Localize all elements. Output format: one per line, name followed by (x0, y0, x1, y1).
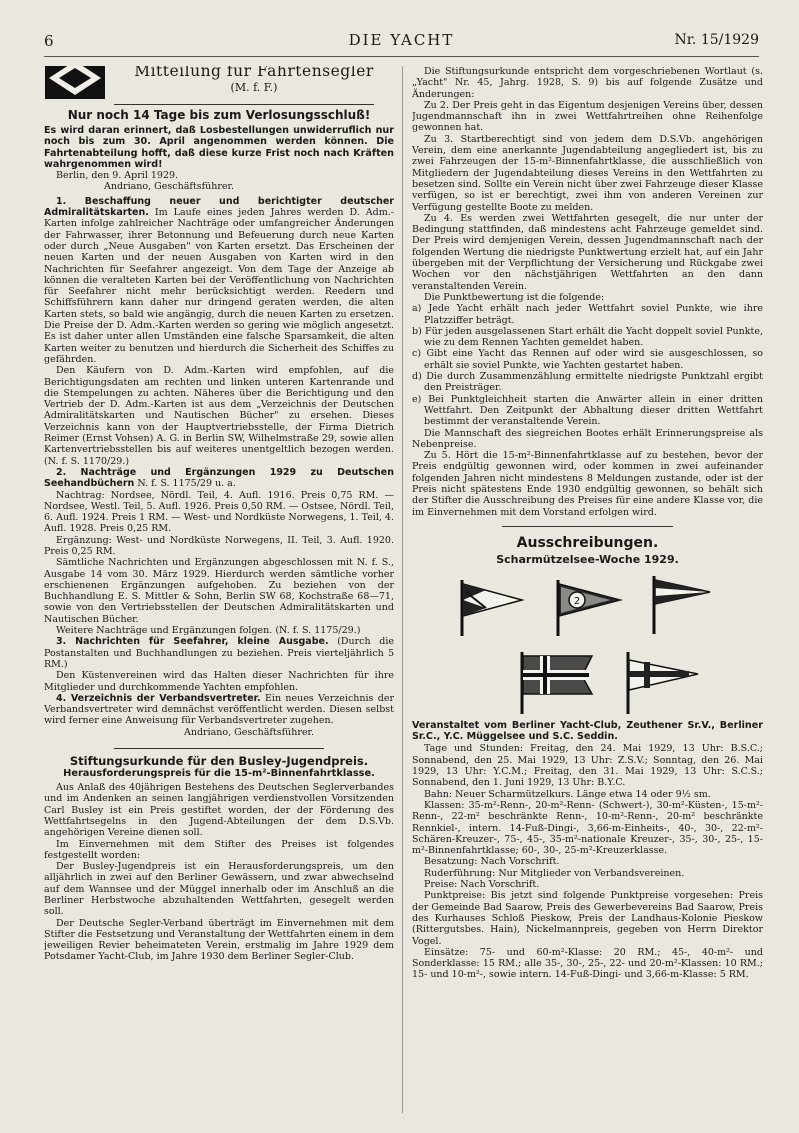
cross-flag-right-icon (622, 650, 702, 716)
signer: Andriano, Geschäftsführer. (104, 181, 235, 193)
list-item-b: b) Für jeden ausgelassenen Start erhält die Yacht doppelt soviel Punkte, wie zu dem Rennen Yachten gemeldet haben. (412, 325, 763, 349)
divider (114, 104, 374, 105)
list-item-c: c) Gibt eine Yacht das Rennen auf oder wird sie ausgeschlossen, so erhält sie soviel Punkte, wie Yachten gestartet haben. (412, 348, 763, 371)
punktpreise: Punktpreise: Bis jetzt sind folgende Punktpreise vorgesehen: Preis der Gemeinde Bad Saarow, Preis des Gewerbevereins Bad Saarow, Preis des Kurhauses Schloß Pieskow, Preis der Landhaus-Kolonie Pieskow (Rittergutsbes. Hain), Nickelmannpreis, gegeben von Herrn Direktor Vogel. (412, 890, 763, 947)
section-3-paragraph (44, 636, 394, 670)
section-2-head: 2. Nachträge und Ergänzungen 1929 zu Deutschen Seehandbüchern (44, 466, 394, 490)
section-1-paragraph-2: Den Käufern von D. Adm.-Karten wird empfohlen, auf die Berichtigungsdaten am rechten und linken unteren Kartenrande und die Stempelungen zu achten. Näheres über die Berichtigung und den Vertrieb der D. Adm.-Karten ist aus dem „Verzeichnis der Deutschen Admiralitätskarten und Nautischen Bücher" zu ersehen. Dieses Verzeichnis kann von der Hauptvertriebsstelle, der Firma Dietrich Reimer (Ernst Vohsen) A. G. in Berlin SW, Wilhelmstraße 29, sowie allen Kartenvertriebsstellen bis auf weiteres unentgeltlich bezogen werden. (N. f. S. 1170/29.) (44, 365, 394, 467)
masthead-subtitle: (M. f. F.) (230, 81, 278, 94)
page-number: 6 (44, 32, 54, 50)
stiftung-p2: Im Einvernehmen mit dem Stifter des Preises ist folgendes festgestellt worden: (44, 838, 394, 861)
veranstalter: Veranstaltet vom Berliner Yacht-Club, Zeuthener Sr.V., Berliner Sr.C., Y.C. Müggelsee und S.C. Seddin. (412, 719, 763, 743)
pennant-circle-flag-icon (552, 578, 624, 638)
einsaetze: Einsätze: 75- und 60-m²-Klasse: 20 RM.; 45-, 40-m²- und Sonderklasse: 15 RM.; alle 35-, 30-, 25-, 22- und 20-m²-Klassen: 10 RM.; 15- und 10-m²-, sowie intern. 14-Fuß-Dingi- und 3,66-m-Klasse: 5 RM. (412, 946, 763, 981)
list-item-d: d) Die durch Zusammenzählung ermittelte niedrigste Punktzahl ergibt den Preisträger. (412, 371, 763, 394)
stiftung-p3: Der Busley-Jugendpreis ist ein Herausforderungspreis, um den alljährlich in zwei auf den Berliner Gewässern, und zwar abwechselnd auf dem Wannsee und der Müggel innerhalb oder im Anschluß an die Berliner Herbstwoche abzuhaltenden Wettfahrten, gesegelt werden soll. (44, 861, 394, 918)
besatzung: Besatzung: Nach Vorschrift. (424, 856, 560, 868)
section-2-ref: N. f. S. 1175/29 u. a. (137, 478, 236, 490)
diamond-flag-icon (44, 66, 106, 100)
section-2-p3: Sämtliche Nachrichten und Ergänzungen abgeschlossen mit N. f. S., Ausgabe 14 vom 30. März 1929. Hierdurch werden sämtliche vorher erschienenen Ergänzungen aufgehoben. Zu beziehen von der Buchhandlung E. S. Mittler & Sohn, Berlin SW 68, Kochstraße 68—71, sowie von den Vertriebsstellen der Deutschen Admiralitätskarten und Nautischen Bücher. (44, 557, 394, 625)
headline-verlosung: Nur noch 14 Tage bis zum Verlosungsschluß! (67, 108, 371, 122)
scharmuetzelsee-title: Scharmützelsee-Woche 1929. (496, 552, 679, 566)
stiftung-title: Stiftungsurkunde für den Busley-Jugendpreis. (69, 754, 369, 769)
section-3-head: 3. Nachrichten für Seefahrer, kleine Ausgabe. (56, 636, 329, 648)
section-2-p4: Weitere Nachträge und Ergänzungen folgen. (N. f. S. 1175/29.) (56, 625, 361, 637)
magazine-title: DIE YACHT (348, 31, 455, 49)
section-4-paragraph (44, 693, 394, 727)
right-p1: Die Stiftungsurkunde entspricht dem vorgeschriebenen Wortlaut (s. „Yacht" Nr. 45, Jahrg. 1928, S. 9) bis auf folgende Zusätze und Änderungen: (412, 66, 763, 100)
right-p2: Zu 2. Der Preis geht in das Eigentum desjenigen Vereins über, dessen Jugendmannschaft ihn in zwei Wettfahrtreihen ohne Reihenfolge gewonnen hat. (412, 99, 763, 134)
column-rule (402, 66, 403, 1113)
list-item-e: e) Bei Punktgleichheit starten die Anwärter allein in einer dritten Wettfahrt. Den Zeitpunkt der Abhaltung dieser dritten Wettfahrt bestimmt der veranstaltende Verein. (412, 393, 763, 428)
right-p6: Die Mannschaft des siegreichen Bootes erhält Erinnerungspreise als Nebenpreise. (412, 427, 763, 450)
stiftung-p4: Der Deutsche Segler-Verband überträgt im Einvernehmen mit dem Stifter die Festsetzung und Veranstaltung der Wettfahrten einem in dem jeweiligen Revier beheimateten Verein, erstmalig im Jahre 1929 dem Potsdamer Yacht-Club, im Jahre 1930 dem Berliner Segler-Club. (44, 917, 394, 963)
date-line: Berlin, den 9. April 1929. (56, 170, 179, 182)
ruderfuehrung: Ruderführung: Nur Mitglieder von Verbandsvereinen. (424, 867, 685, 879)
cross-flag-left-icon (516, 650, 596, 716)
section-3-p2: Den Küstenvereinen wird das Halten dieser Nachrichten für ihre Mitglieder und durchkommende Yachten empfohlen. (44, 670, 394, 693)
section-1-paragraph (44, 196, 394, 365)
flag-numeral: 2 (573, 595, 581, 607)
right-p4: Zu 4. Es werden zwei Wettfahrten gesegelt, die nur unter der Bedingung stattfinden, daß mindestens acht Fahrzeuge gemeldet sind. Der Preis wird demjenigen Verein, dessen Jugendmannschaft nach der folgenden Wertung die niedrigste Punktwertung erzielt hat, auf ein Jahr übergeben mit der Verpflichtung der Versicherung und Rückgabe zwei Wochen vor den nächstjährigen Wettfahrten an den dann veranstaltenden Verein. (412, 212, 763, 292)
bahn: Bahn: Neuer Scharmützelkurs. Länge etwa 14 oder 9½ sm. (424, 788, 711, 800)
stiftung-p1: Aus Anlaß des 40jährigen Bestehens des Deutschen Seglerverbandes und im Andenken an seinen langjährigen verdienstvollen Vorsitzenden Carl Busley ist ein Preis gestiftet worden, der der Förderung des Wettfahrtsegelns in den Jugend-Abteilungen der dem D.S.Vb. angehörigen Vereine dienen soll. (44, 782, 394, 839)
pennant-z-flag-icon (456, 578, 526, 638)
right-p7: Zu 5. Hört die 15-m²-Binnenfahrtklasse auf zu bestehen, bevor der Preis endgültig gewonnen wird, oder kommen in zwei aufeinander folgenden Jahren nicht mindestens 8 Meldungen zustande, oder ist der Preis nicht spätestens Ende 1930 endgültig gewonnen, so behält sich der Stifter die Ausschreibung des Preises für eine andere Klasse vor, die im Einvernehmen mit dem Vorstand erfolgen wird. (412, 450, 763, 518)
tage-und-stunden: Tage und Stunden: Freitag, den 24. Mai 1929, 13 Uhr: B.S.C.; Sonnabend, den 25. Mai 1929, 13 Uhr: Z.S.V.; Sonntag, den 26. Mai 1929, 13 Uhr: Y.C.M.; Freitag, den 31. Mai 1929, 13 Uhr: S.C.S.; Sonnabend, den 1. Juni 1929, 13 Uhr: B.Y.C. (412, 743, 763, 789)
section-1-body: Im Laufe eines jeden Jahres werden D. Adm.-Karten infolge zahlreicher Nachträge oder umfangreicher Änderungen der Fahrwasser, ihrer Betonnung und Befeuerung durch neue Karten oder durch „Neue Ausgaben" von Karten ersetzt. Das Erscheinen der neuen Karten und der neuen Ausgaben von Karten wird in den Nachrichten für Seefahrer angezeigt. Von dem Tage der Anzeige ab können die veralteten Karten bei der Veröffentlichung von Nachrichten für Seefahrer nicht mehr berücksichtigt werden. Reedern und Schiffsführern kann daher nur dringend geraten werden, die alten Karten stets, so bald wie angängig, durch die neuen Karten zu ersetzen. Die Preise der D. Adm.-Karten werden so gering wie möglich angesetzt. Es ist daher unter allen Umständen eine falsche Sparsamkeit, die alten Karten weiter zu benutzen und hierdurch die Sicherheit des Schiffes zu gefährden. (44, 207, 394, 365)
list-item-a: a) Jede Yacht erhält nach jeder Wettfahrt soviel Punkte, wie ihre Platzziffer beträgt. (412, 303, 763, 326)
preise: Preise: Nach Vorschrift. (424, 879, 540, 891)
section-3-body: (Durch die Postanstalten und Buchhandlungen zu beziehen. Preis vierteljährlich 5 RM.) (44, 636, 394, 670)
mff-masthead (44, 66, 394, 100)
club-flags (412, 570, 763, 720)
right-p5: Die Punktbewertung ist die folgende: (424, 291, 605, 303)
klassen: Klassen: 35-m²-Renn-, 20-m²-Renn- (Schwert-), 30-m²-Küsten-, 15-m²-Renn-, 22-m² beschränkte Renn-, 10-m²-Renn-, 20-m² beschränkte Rennkiel-, intern. 14-Fuß-Dingi-, 3,66-m-Einheits-, 40-, 30-, 22-m²-Schären-Kreuzer-, 75-, 45-, 35-m²-nationale Kreuzer-, 35-, 30-, 25-, 15-m²-Binnenfahrtklasse; 60-, 30-, 25-m²-Kreuzerklasse. (412, 799, 763, 857)
divider-3 (502, 526, 673, 527)
burgee-flag-icon (648, 574, 714, 636)
right-column (412, 66, 763, 1113)
section-4-head: 4. Verzeichnis der Verbandsvertreter. (56, 692, 261, 704)
section-2-ergaenzung: Ergänzung: West- und Nordküste Norwegens, II. Teil, 3. Aufl. 1920. Preis 0,25 RM. (44, 534, 394, 557)
stiftung-subtitle: Herausforderungspreis für die 15-m²-Binnenfahrtklasse. (63, 768, 375, 780)
masthead-title: Mitteilung für Fahrtensegler (134, 66, 374, 80)
right-p3: Zu 3. Startberechtigt sind von jedem dem D.S.Vb. angehörigen Verein, dem eine anerkannte Jugendabteilung angegliedert ist, bis zu zwei Fahrzeugen der 15-m²-Binnenfahrtklasse, die ausschließlich von Mitgliedern der Jugendabteilung dieses Vereins in den Wettfahrten zu besetzen sind. Sollte ein Verein nicht über zwei Fahrzeuge dieser Klasse verfügen, so ist er berechtigt, zwei ihm von anderen Vereinen zur Verfügung gestellte Boote zu melden. (412, 133, 763, 213)
ausschreibungen-title: Ausschreibungen. (516, 534, 659, 551)
divider-2 (114, 748, 324, 749)
section-2-nachtrag: Nachtrag: Nordsee, Nördl. Teil, 4. Aufl. 1916. Preis 0,75 RM. — Nordsee, Westl. Teil, 5. Aufl. 1926. Preis 0,50 RM. — Ostsee, Nördl. Teil, 6. Aufl. 1924. Preis 1 RM. — West- und Nordküste Norwegens, 1. Teil, 4. Aufl. 1928. Preis 0,25 RM. (44, 489, 394, 535)
signer-2: Andriano, Geschäftsführer. (184, 726, 315, 738)
page-header (44, 30, 759, 57)
article-columns (44, 66, 763, 1113)
left-column (44, 66, 394, 1113)
section-2-paragraph (44, 467, 394, 490)
bold-intro: Es wird daran erinnert, daß Losbestellungen unwiderruflich nur noch bis zum 30. April angenommen werden können. Die Fahrtenabteilung hofft, daß diese kurze Frist noch nach Kräften wahrgenommen wird! (44, 125, 394, 170)
section-1-head: 1. Beschaffung neuer und berichtigter deutscher Admiralitätskarten. (44, 195, 394, 219)
section-4-body: Ein neues Verzeichnis der Verbandsvertreter wird demnächst veröffentlicht werden. Diesen selbst wird ferner eine Anweisung für Verbandsvertreter zugehen. (44, 692, 394, 727)
issue-number: Nr. 15/1929 (674, 32, 759, 48)
